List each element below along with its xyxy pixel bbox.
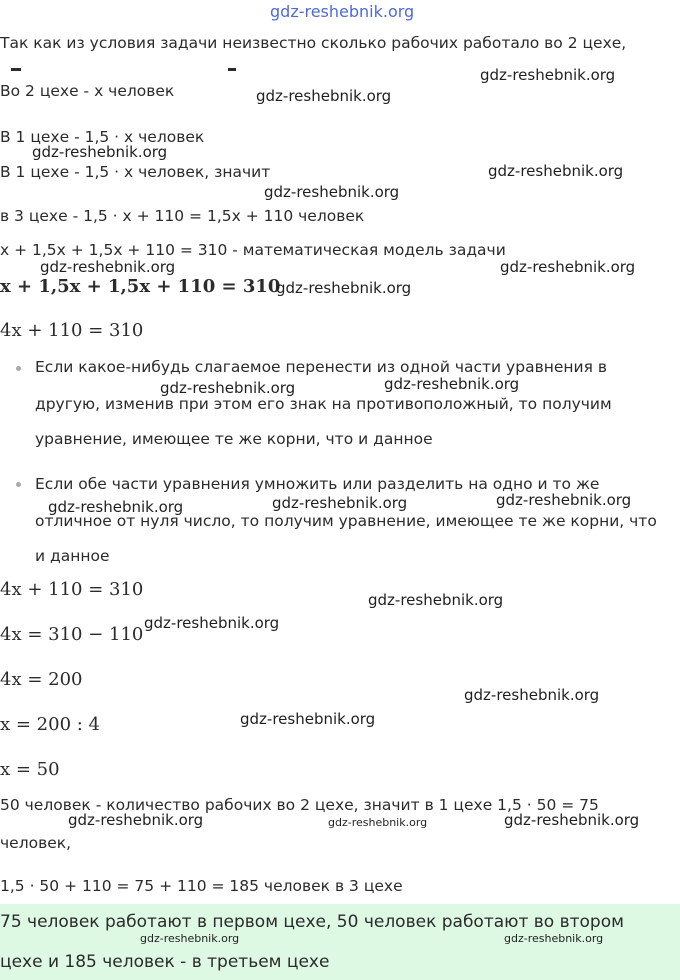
watermark: gdz-reshebnik.org xyxy=(256,87,392,105)
answer-line-1: 75 человек работают в первом цехе, 50 человек работают во втором xyxy=(0,912,624,932)
rule-1-line-2: другую, изменив при этом его знак на противоположный, то получим xyxy=(35,395,612,413)
site-link[interactable]: gdz-reshebnik.org xyxy=(270,2,415,21)
bullet-icon xyxy=(16,482,21,487)
watermark: gdz-reshebnik.org xyxy=(480,66,616,84)
result-line-1: 50 человек - количество рабочих во 2 цехе, значит в 1 цехе 1,5 · 50 = 75 xyxy=(0,796,599,814)
watermark: gdz-reshebnik.org xyxy=(144,614,280,632)
rule-1-line-1: Если какое-нибудь слагаемое перенести из одной части уравнения в xyxy=(35,358,607,376)
watermark: gdz-reshebnik.org xyxy=(504,811,640,829)
watermark: gdz-reshebnik.org xyxy=(40,258,176,276)
text-intro: Так как из условия задачи неизвестно сколько рабочих работало во 2 цехе, xyxy=(0,34,627,52)
watermark: gdz-reshebnik.org xyxy=(384,375,520,393)
watermark: gdz-reshebnik.org xyxy=(32,143,168,161)
text-workshop-2: Во 2 цехе - x человек xyxy=(0,82,175,100)
text-workshop-1-then: В 1 цехе - 1,5 · x человек, значит xyxy=(0,163,271,181)
watermark: gdz-reshebnik.org xyxy=(160,379,296,397)
watermark: gdz-reshebnik.org xyxy=(68,811,204,829)
watermark: gdz-reshebnik.org xyxy=(240,710,376,728)
watermark: gdz-reshebnik.org xyxy=(276,279,412,297)
watermark: gdz-reshebnik.org xyxy=(496,491,632,509)
rule-2-line-2: отличное от нуля число, то получим уравнение, имеющее те же корни, что xyxy=(35,512,657,530)
watermark: gdz-reshebnik.org xyxy=(500,258,636,276)
rule-2-line-1: Если обе части уравнения умножить или разделить на одно и то же xyxy=(35,475,600,493)
watermark: gdz-reshebnik.org xyxy=(504,932,604,945)
rule-1-line-3: уравнение, имеющее те же корни, что и данное xyxy=(35,430,433,448)
watermark: gdz-reshebnik.org xyxy=(368,591,504,609)
cropped-text-fragment xyxy=(11,68,21,71)
watermark: gdz-reshebnik.org xyxy=(48,498,184,516)
equation-2: 4x + 110 = 310 xyxy=(0,579,144,600)
equation-1: 4x + 110 = 310 xyxy=(0,320,144,341)
result-line-1-cont: человек, xyxy=(0,834,72,852)
equation-3: 4x = 310 − 110 xyxy=(0,624,144,645)
watermark: gdz-reshebnik.org xyxy=(272,494,408,512)
result-line-2: 1,5 · 50 + 110 = 75 + 110 = 185 человек в 3 цехе xyxy=(0,877,403,895)
cropped-text-fragment xyxy=(228,68,236,71)
equation-4: 4x = 200 xyxy=(0,669,83,690)
equation-5: x = 200 : 4 xyxy=(0,714,100,735)
equation-6: x = 50 xyxy=(0,759,60,780)
watermark: gdz-reshebnik.org xyxy=(488,162,624,180)
watermark: gdz-reshebnik.org xyxy=(140,932,240,945)
text-workshop-3: в 3 цехе - 1,5 · x + 110 = 1,5x + 110 человек xyxy=(0,207,365,225)
text-workshop-1: В 1 цехе - 1,5 · x человек xyxy=(0,128,205,146)
watermark: gdz-reshebnik.org xyxy=(264,183,400,201)
text-model: x + 1,5x + 1,5x + 110 = 310 - математическая модель задачи xyxy=(0,241,506,259)
equation-bold: x + 1,5x + 1,5x + 110 = 310 xyxy=(0,276,281,297)
bullet-icon xyxy=(16,366,21,371)
watermark: gdz-reshebnik.org xyxy=(464,686,600,704)
rule-2-line-3: и данное xyxy=(35,547,110,565)
answer-line-2: цехе и 185 человек - в третьем цехе xyxy=(0,952,330,972)
watermark: gdz-reshebnik.org xyxy=(328,816,428,829)
